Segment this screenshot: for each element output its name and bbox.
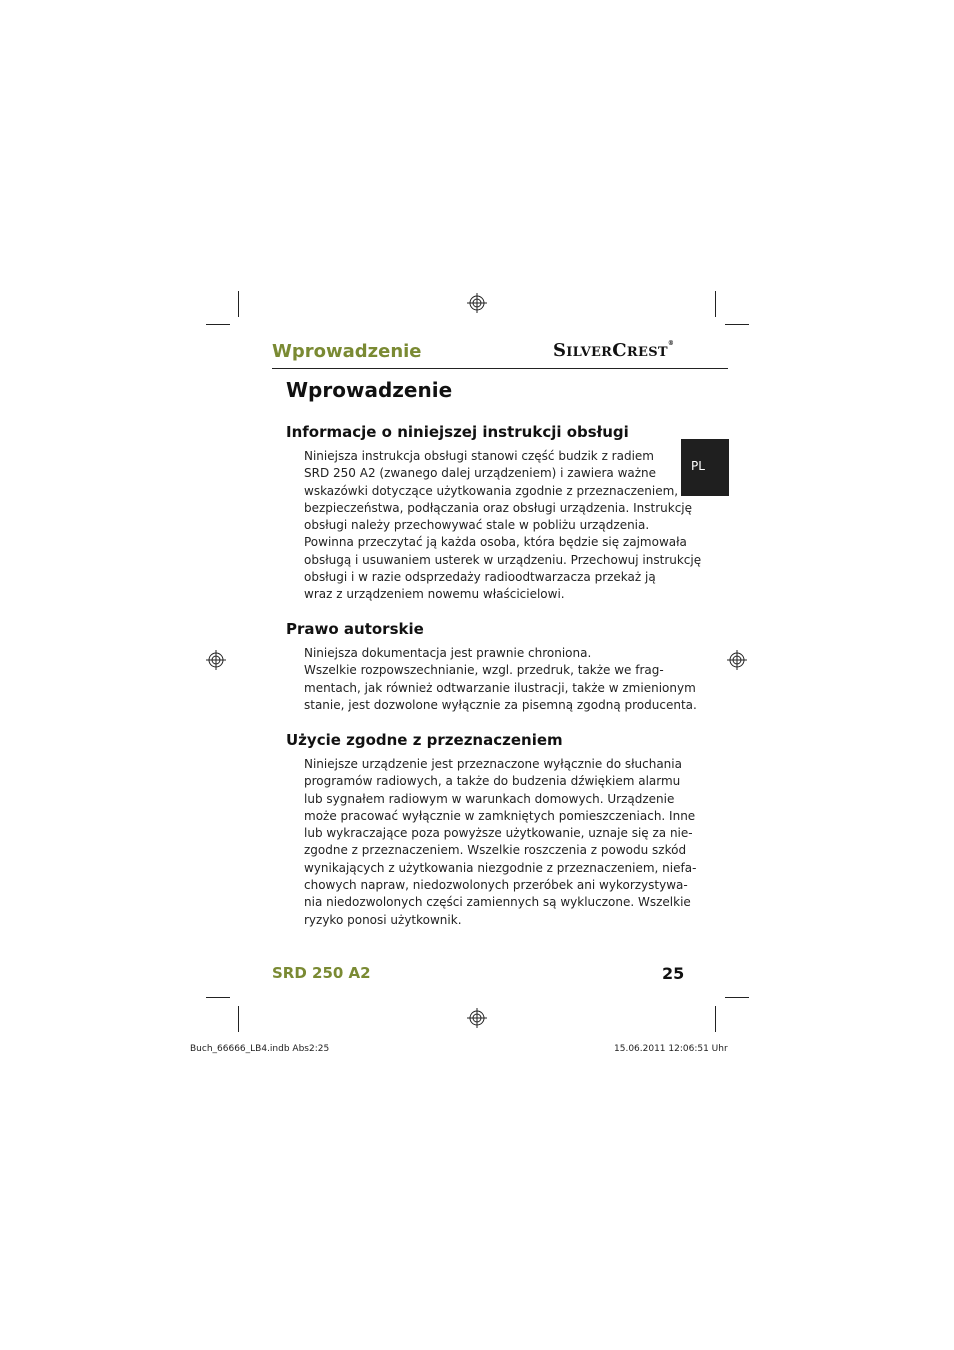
brand-logo xyxy=(553,340,674,361)
crop-mark xyxy=(715,1006,716,1032)
text-line: stanie, jest dozwolone wyłącznie za pisemną zgodną producenta. xyxy=(304,697,697,712)
crop-mark xyxy=(206,997,230,998)
crop-mark xyxy=(238,291,239,317)
text-line: zgodne z przeznaczeniem. Wszelkie roszczenia z powodu szkód xyxy=(304,843,687,858)
text-line: wskazówki dotyczące użytkowania zgodnie z przeznaczeniem, xyxy=(304,483,679,498)
text-line: lub sygnałem radiowym w warunkach domowych. Urządzenie xyxy=(304,791,675,806)
section-heading: Użycie zgodne z przeznaczeniem xyxy=(286,731,563,749)
registered-mark: ® xyxy=(667,340,675,347)
section-paragraph xyxy=(304,645,697,714)
crop-mark xyxy=(715,291,716,317)
section-heading: Prawo autorskie xyxy=(286,620,424,638)
text-line: ryzyko ponosi użytkownik. xyxy=(304,912,462,927)
registration-mark-icon xyxy=(727,650,747,670)
print-slug-file: Buch_66666_LB4.indb Abs2:25 xyxy=(190,1044,330,1054)
crop-mark xyxy=(238,1006,239,1032)
crop-mark xyxy=(725,997,749,998)
header-divider xyxy=(272,368,728,369)
print-slug-timestamp: 15.06.2011 12:06:51 Uhr xyxy=(614,1044,728,1054)
text-line: wraz z urządzeniem nowemu właścicielowi. xyxy=(304,587,565,602)
text-line: obsługą i usuwaniem usterek w urządzeniu. Przechowuj instrukcję xyxy=(304,552,702,567)
text-line: może pracować wyłącznie w zamkniętych pomieszczeniach. Inne xyxy=(304,808,696,823)
registration-mark-icon xyxy=(206,650,226,670)
text-line: obsługi i w razie odsprzedaży radioodtwarzacza przekaż ją xyxy=(304,570,656,585)
text-line: nia niedozwolonych części zamiennych są wykluczone. Wszelkie xyxy=(304,895,691,910)
text-line: Niniejsze urządzenie jest przeznaczone wyłącznie do słuchania xyxy=(304,757,682,771)
text-line: Niniejsza dokumentacja jest prawnie chroniona. xyxy=(304,646,592,660)
text-line: lub wykraczające poza powyższe użytkowanie, uznaje się za nie- xyxy=(304,826,693,841)
text-line: mentach, jak również odtwarzanie ilustracji, także w zmienionym xyxy=(304,680,696,695)
text-line: Powinna przeczytać ją każda osoba, która będzie się zajmowała xyxy=(304,535,687,550)
crop-mark xyxy=(206,324,230,325)
text-line: Niniejsza instrukcja obsługi stanowi część budzik z radiem xyxy=(304,449,654,463)
section-heading: Informacje o niniejszej instrukcji obsługi xyxy=(286,423,629,441)
text-line: obsługi należy przechowywać stale w pobliżu urządzenia. xyxy=(304,518,650,533)
language-tab xyxy=(681,439,729,496)
text-line: bezpieczeństwa, podłączania oraz obsługi urządzenia. Instrukcję xyxy=(304,500,693,515)
brand-logo-part: Crest xyxy=(612,340,668,361)
crop-mark xyxy=(725,324,749,325)
section-paragraph xyxy=(304,756,697,929)
text-line: Wszelkie rozpowszechnianie, wzgl. przedruk, także we frag- xyxy=(304,663,664,678)
text-line: wynikających z użytkowania niezgodnie z przeznaczeniem, niefa- xyxy=(304,860,697,875)
registration-mark-icon xyxy=(467,1008,487,1028)
brand-logo-part: Silver xyxy=(553,340,613,361)
language-tab-label: PL xyxy=(691,459,705,473)
text-line: programów radiowych, a także do budzenia dźwiękiem alarmu xyxy=(304,774,681,789)
text-line: chowych napraw, niedozwolonych przeróbek ani wykorzystywa- xyxy=(304,878,688,893)
text-line: SRD 250 A2 (zwanego dalej urządzeniem) i zawiera ważne xyxy=(304,466,657,481)
registration-mark-icon xyxy=(467,293,487,313)
page-number: 25 xyxy=(662,964,685,983)
page-title: Wprowadzenie xyxy=(286,378,453,402)
running-header-title: Wprowadzenie xyxy=(272,341,422,362)
footer-model-number: SRD 250 A2 xyxy=(272,964,371,982)
